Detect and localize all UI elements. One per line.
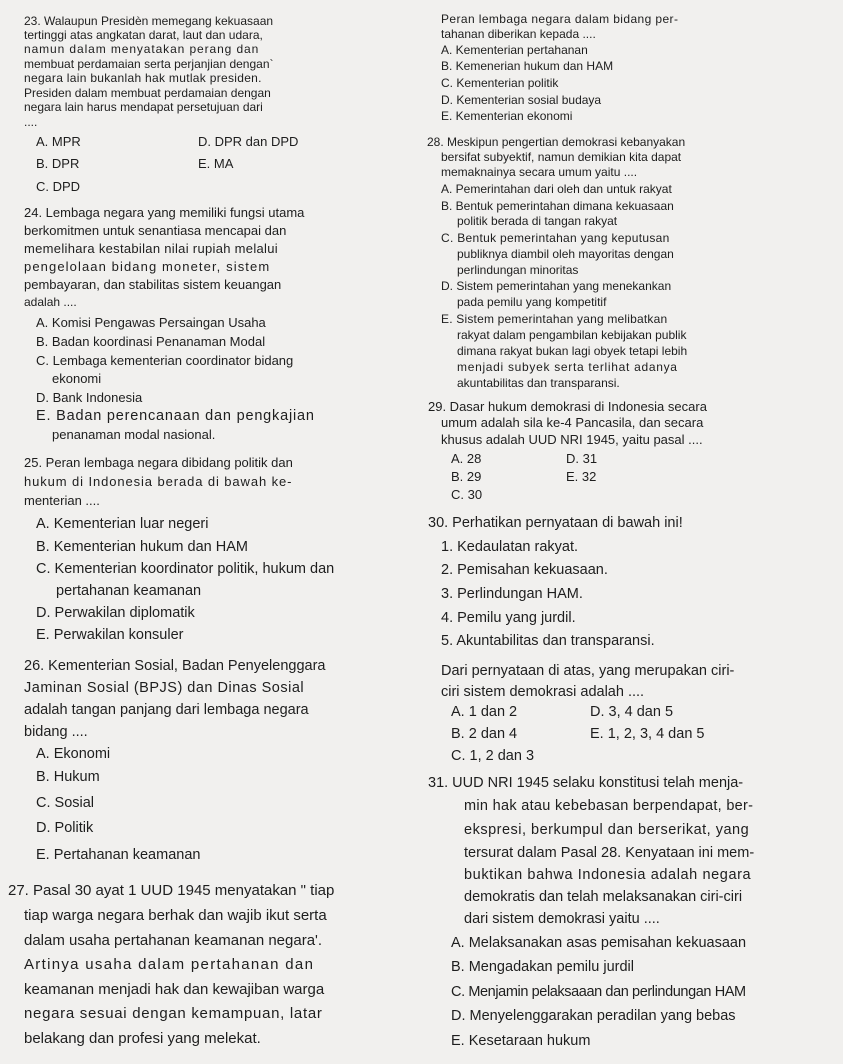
question-text: khusus adalah UUD NRI 1945, yaitu pasal .... (441, 432, 703, 447)
option-a: A. Kementerian pertahanan (441, 43, 588, 57)
question-text: 23. Walaupun Presidèn memegang kekuasaan (24, 14, 274, 28)
question-text: 30. Perhatikan pernyataan di bawah ini! (428, 515, 683, 531)
option-c: C. Lembaga kementerian coordinator bidang (36, 353, 294, 368)
option-d-cont: pada pemilu yang kompetitif (457, 295, 607, 309)
question-text: bidang .... (24, 724, 88, 740)
question-text: Presiden dalam membuat perdamaian dengan (24, 86, 271, 100)
option-e-cont: akuntabilitas dan transparansi. (457, 376, 620, 390)
option-b-cont: politik berada di tangan rakyat (457, 214, 618, 228)
option-c-cont: pertahanan keamanan (56, 583, 202, 599)
option-e-cont: penanaman modal nasional. (52, 427, 216, 442)
question-text: bersifat subyektif, namun demikian kita dapat (441, 150, 682, 164)
option-b: B. Kementerian hukum dan HAM (36, 539, 248, 555)
option-d: D. DPR dan DPD (198, 134, 299, 149)
option-d: D. 3, 4 dan 5 (590, 704, 674, 720)
statement-1: 1. Kedaulatan rakyat. (441, 539, 579, 555)
option-b: B. DPR (36, 156, 80, 171)
question-text: dalam usaha pertahanan keamanan negara'. (24, 932, 323, 949)
question-text: 28. Meskipun pengertian demokrasi kebanyakan (427, 135, 686, 149)
question-text: menterian .... (24, 493, 100, 508)
option-b: B. 29 (451, 469, 482, 484)
question-text: hukum di Indonesia berada di bawah ke- (24, 474, 293, 489)
question-text: umum adalah sila ke-4 Pancasila, dan secara (441, 415, 704, 430)
statement-3: 3. Perlindungan HAM. (441, 586, 583, 602)
option-b: B. 2 dan 4 (451, 726, 518, 742)
question-text: adalah tangan panjang dari lembaga negara (24, 702, 309, 718)
question-text: ekspresi, berkumpul dan berserikat, yang (464, 822, 750, 838)
option-b: B. Kemenerian hukum dan HAM (441, 59, 614, 73)
question-text: 29. Dasar hukum demokrasi di Indonesia secara (428, 399, 707, 414)
question-text: pengelolaan bidang moneter, sistem (24, 259, 271, 274)
question-text: .... (24, 115, 38, 129)
option-a: A. Pemerintahan dari oleh dan untuk rakyat (441, 182, 672, 196)
option-a: A. Kementerian luar negeri (36, 516, 209, 532)
option-e: E. Perwakilan konsuler (36, 627, 184, 643)
question-text: negara lain harus mendapat persetujuan dari (24, 100, 263, 114)
question-text: Peran lembaga negara dalam bidang per- (441, 12, 679, 26)
option-a: A. MPR (36, 134, 81, 149)
question-prompt: ciri sistem demokrasi adalah .... (441, 684, 645, 700)
question-text: memelihara kestabilan nilai rupiah melalui (24, 241, 278, 256)
option-c-cont: ekonomi (52, 371, 102, 386)
option-e: E. Kementerian ekonomi (441, 109, 573, 123)
option-d: D. Sistem pemerintahan yang menekankan (441, 279, 672, 293)
question-text: tiap warga negara berhak dan wajib ikut serta (24, 907, 327, 924)
question-text: 26. Kementerian Sosial, Badan Penyelenggara (24, 658, 326, 674)
option-b: B. Badan koordinasi Penanaman Modal (36, 334, 266, 349)
question-text: belakang dan profesi yang melekat. (24, 1030, 261, 1047)
question-text: berkomitmen untuk senantiasa mencapai dan (24, 223, 287, 238)
right-column (420, 0, 843, 1064)
option-d: D. Politik (36, 820, 94, 836)
question-text: negara lain bukanlah hak mutlak presiden. (24, 71, 262, 85)
option-e: E. 1, 2, 3, 4 dan 5 (590, 726, 705, 742)
option-d: D. Perwakilan diplomatik (36, 605, 195, 621)
option-d: D. 31 (566, 451, 598, 466)
question-text: Artinya usaha dalam pertahanan dan (24, 956, 315, 973)
option-c: C. Kementerian koordinator politik, hukum dan (36, 561, 335, 577)
left-column (0, 0, 420, 1064)
question-text: 25. Peran lembaga negara dibidang politik dan (24, 455, 293, 470)
question-text: tahanan diberikan kepada .... (441, 27, 596, 41)
option-d: D. Kementerian sosial budaya (441, 93, 602, 107)
option-e: E. Badan perencanaan dan pengkajian (36, 408, 315, 424)
question-text: dari sistem demokrasi yaitu .... (464, 911, 660, 927)
question-text: 27. Pasal 30 ayat 1 UUD 1945 menyatakan " tiap (8, 882, 335, 899)
question-text: membuat perdamaian serta perjanjian dengan` (24, 57, 274, 71)
option-e-cont: rakyat dalam pengambilan kebijakan publik (457, 328, 687, 342)
question-text: memaknainya secara umum yaitu .... (441, 165, 638, 179)
option-c: C. Sosial (36, 795, 95, 811)
question-text: Jaminan Sosial (BPJS) dan Dinas Sosial (24, 680, 305, 696)
option-e-cont: menjadi subyek serta terlihat adanya (457, 360, 678, 374)
option-e-cont: dimana rakyat bukan lagi obyek tetapi lebih (457, 344, 688, 358)
question-prompt: Dari pernyataan di atas, yang merupakan ciri- (441, 663, 735, 679)
statement-2: 2. Pemisahan kekuasaan. (441, 562, 608, 578)
question-text: tersurat dalam Pasal 28. Kenyataan ini mem- (464, 845, 755, 861)
option-c-cont: publiknya diambil oleh mayoritas dengan (457, 247, 674, 261)
option-c: C. 1, 2 dan 3 (451, 748, 535, 764)
question-text: negara sesuai dengan kemampuan, latar (24, 1005, 323, 1022)
option-a: A. Melaksanakan asas pemisahan kekuasaan (451, 935, 747, 951)
question-text: keamanan menjadi hak dan kewajiban warga (24, 981, 325, 998)
option-e: E. Sistem pemerintahan yang melibatkan (441, 312, 668, 326)
option-e: E. Pertahanan keamanan (36, 847, 201, 863)
question-text: pembayaran, dan stabilitas sistem keuangan (24, 277, 282, 292)
option-a: A. Komisi Pengawas Persaingan Usaha (36, 315, 266, 330)
option-c: C. Kementerian politik (441, 76, 559, 90)
option-b: B. Mengadakan pemilu jurdil (451, 959, 634, 975)
option-a: A. Ekonomi (36, 746, 111, 762)
option-c: C. 30 (451, 487, 483, 502)
question-text: demokratis dan telah melaksanakan ciri-ciri (464, 889, 743, 905)
question-text: min hak atau kebebasan berpendapat, ber- (464, 798, 754, 814)
question-text: namun dalam menyatakan perang dan (24, 42, 260, 56)
option-b: B. Bentuk pemerintahan dimana kekuasaan (441, 199, 674, 213)
option-d: D. Menyelenggarakan peradilan yang bebas (451, 1008, 736, 1024)
question-text: adalah .... (24, 295, 77, 309)
statement-4: 4. Pemilu yang jurdil. (441, 610, 576, 626)
option-e: E. 32 (566, 469, 597, 484)
question-text: 24. Lembaga negara yang memiliki fungsi utama (24, 205, 305, 220)
question-text: tertinggi atas angkatan darat, laut dan udara, (24, 28, 263, 42)
statement-5: 5. Akuntabilitas dan transparansi. (441, 633, 655, 649)
option-c: C. DPD (36, 179, 81, 194)
option-c: C. Menjamin pelaksaaan dan perlindungan HAM (451, 984, 746, 1000)
question-text: buktikan bahwa Indonesia adalah negara (464, 867, 752, 883)
option-c-cont: perlindungan minoritas (457, 263, 579, 277)
option-e: E. Kesetaraan hukum (451, 1033, 591, 1049)
option-d: D. Bank Indonesia (36, 390, 143, 405)
option-b: B. Hukum (36, 769, 100, 785)
option-e: E. MA (198, 156, 234, 171)
option-a: A. 28 (451, 451, 482, 466)
option-c: C. Bentuk pemerintahan yang keputusan (441, 231, 670, 245)
question-text: 31. UUD NRI 1945 selaku konstitusi telah menja- (428, 775, 744, 791)
option-a: A. 1 dan 2 (451, 704, 518, 720)
